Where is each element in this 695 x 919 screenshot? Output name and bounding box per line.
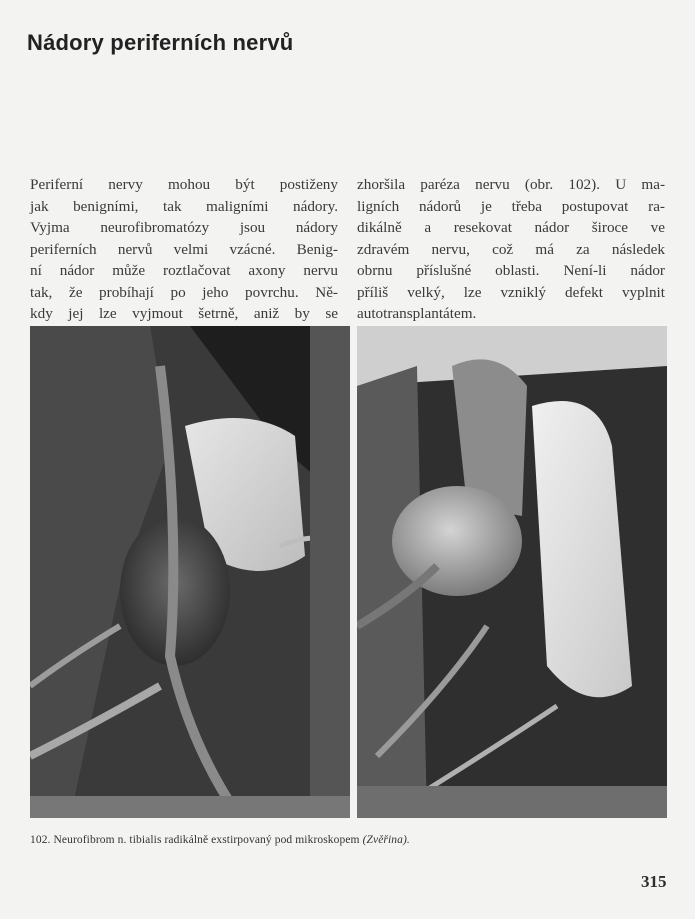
caption-reference: (Zvěřina). — [362, 834, 410, 846]
text-column-right — [357, 174, 665, 325]
text-line: autotransplantátem. — [357, 305, 477, 322]
text-line: Vyjma neurofibromatózy jsou nádory — [30, 219, 338, 236]
text-line: zdravém nervu, což má za následek — [357, 240, 665, 258]
surgical-photo-right — [357, 326, 667, 818]
text-column-left — [30, 174, 338, 325]
caption-text: 102. Neurofibrom n. tibialis radikálně exstirpovaný pod mikroskopem — [30, 834, 360, 846]
page-number: 315 — [641, 872, 667, 891]
page-title: Nádory periferních nervů — [27, 30, 294, 55]
text-line: tak, že probíhají po jeho povrchu. Ně- — [30, 283, 338, 301]
text-line: Periferní nervy mohou být postiženy — [30, 176, 338, 193]
text-line: ligních nádorů je třeba postupovat ra- — [357, 197, 665, 215]
surgical-photo-left — [30, 326, 350, 818]
text-line: příliš velký, lze vzniklý defekt vyplnit — [357, 283, 665, 301]
figure-caption — [30, 834, 410, 846]
text-line: periferních nervů velmi vzácné. Benig- — [30, 240, 338, 258]
text-line: zhoršila paréza nervu (obr. 102). U ma- — [357, 176, 665, 193]
text-line: ní nádor může roztlačovat axony nervu — [30, 262, 338, 279]
text-line: kdy jej lze vyjmout šetrně, aniž by se — [30, 305, 338, 322]
text-line: jak benigními, tak maligními nádory. — [30, 197, 338, 215]
text-line: dikálně a resekovat nádor široce ve — [357, 219, 665, 236]
text-line: obrnu příslušné oblasti. Není-li nádor — [357, 262, 665, 279]
